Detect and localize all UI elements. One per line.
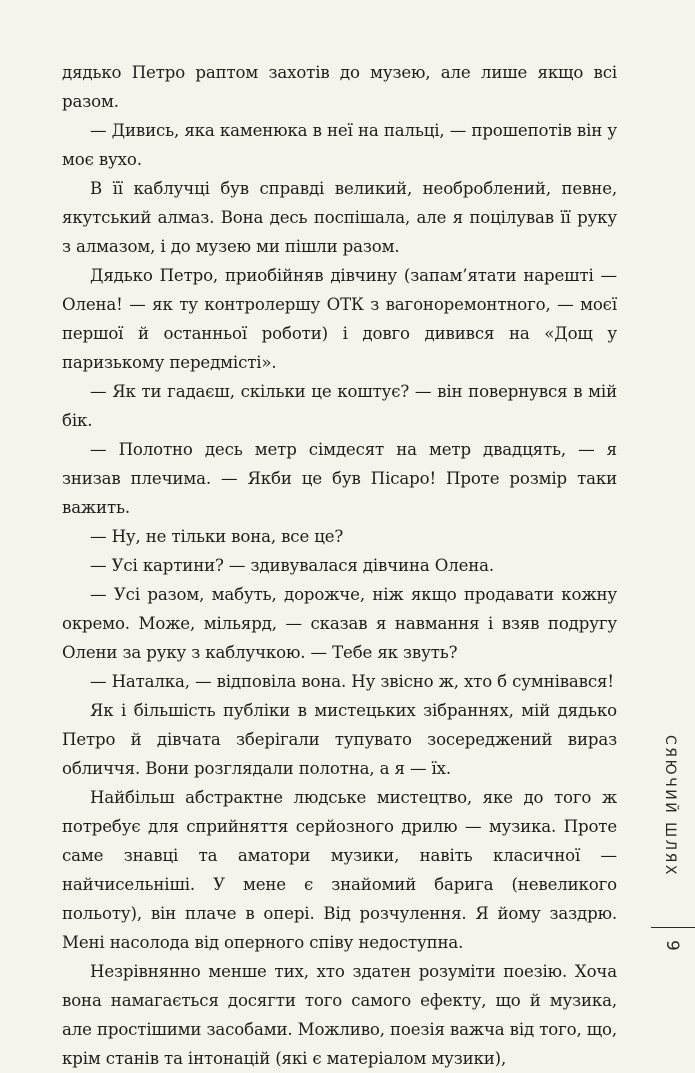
paragraph: Як і більшість публіки в мистецьких зібраннях, мій дядько Петро й дівчата зберігали тупувато зосереджений вираз обличчя. Вони розглядали полотна, а я — їх.: [62, 701, 617, 778]
paragraph: — Усі картини? — здивувалася дівчина Олена.: [90, 556, 495, 575]
paragraph: — Ну, не тільки вона, все це?: [90, 527, 344, 546]
paragraph: Незрівнянно менше тих, хто здатен розуміти поезію. Хоча вона намагається досягти того самого ефекту, що й музика, але простішими засобами. Можливо, поезія важча від того, що, крім станів та інтонацій (які є матеріалом музики),: [62, 962, 617, 1068]
paragraph: — Як ти гадаєш, скільки це коштує? — він повернувся в мій бік.: [62, 382, 617, 430]
paragraph: — Полотно десь метр сімдесят на метр двадцять, — я знизав плечима. — Якби це був Пісаро! Проте розмір таки важить.: [62, 440, 617, 517]
body-text: [62, 58, 617, 1073]
paragraph: — Дивись, яка каменюка в неї на пальці, — прошепотів він у моє вухо.: [62, 121, 617, 169]
paragraph: Дядько Петро, приобійняв дівчину (запам’ятати нарешті — Олена! — як ту контролершу ОТК з вагоноремонтного, — моєї першої й останньої роботи) і довго дивився на «Дощ у паризькому передмісті».: [62, 266, 617, 372]
running-head: СЯЮЧИЙ ШЛЯХ: [662, 735, 678, 877]
page-number: 9: [662, 940, 682, 951]
paragraph: Найбільш абстрактне людське мистецтво, яке до того ж потребує для сприйняття серйозного дрилю — музика. Проте саме знавці та аматори музики, навіть класичної — найчисельніші. У мене є знайомий барига (невеликого польоту), він плаче в опері. Від розчулення. Я йому заздрю. Мені насолода від оперного співу недоступна.: [62, 788, 617, 952]
paragraph: — Усі разом, мабуть, дорожче, ніж якщо продавати кожну окремо. Може, мільярд, — сказав я навмання і взяв подругу Олени за руку з каблучкою. — Тебе як звуть?: [62, 585, 617, 662]
paragraph: — Наталка, — відповіла вона. Ну звісно ж, хто б сумнівався!: [90, 672, 614, 691]
folio-rule: [651, 927, 695, 928]
paragraph: дядько Петро раптом захотів до музею, але лише якщо всі разом.: [62, 63, 617, 111]
paragraph: В її каблучці був справді великий, необроблений, певне, якутський алмаз. Вона десь поспішала, але я поцілував її руку з алмазом, і до музею ми пішли разом.: [62, 179, 617, 256]
